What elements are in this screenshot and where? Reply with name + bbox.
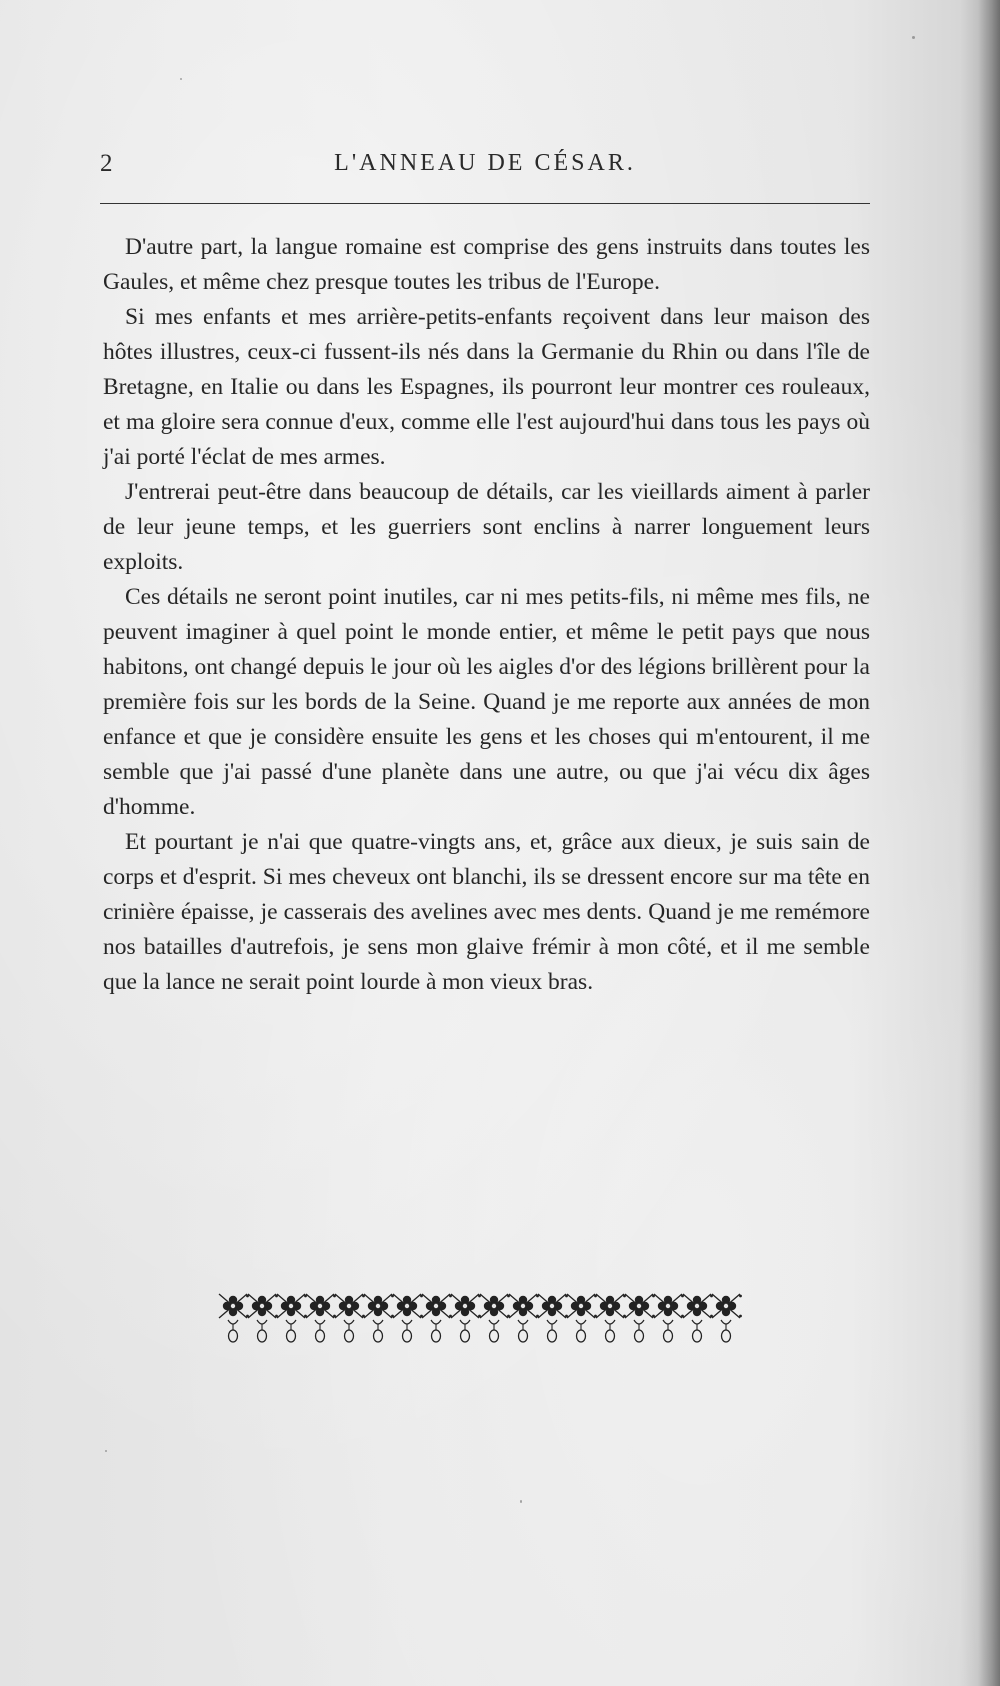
ornament-motif — [364, 1294, 394, 1342]
decorative-ornament-icon — [218, 1288, 758, 1348]
ornament-motif — [596, 1294, 626, 1342]
running-header — [100, 150, 870, 190]
ornament-motif — [712, 1294, 742, 1342]
paper-speck — [180, 78, 182, 80]
ornament-motif — [248, 1294, 278, 1342]
paragraph-3: J'entrerai peut-être dans beaucoup de détails, car les vieillards aiment à parler de leur jeune temps, et les guerriers sont enclins à narrer longuement leurs exploits. — [103, 479, 870, 575]
ornament-motif — [683, 1294, 713, 1342]
running-title: L'ANNEAU DE CÉSAR. — [334, 150, 636, 176]
ornament-motif — [451, 1294, 481, 1342]
paragraph-4: Ces détails ne seront point inutiles, car ni mes petits-fils, ni même mes fils, ne peuvent imaginer à quel point le monde entier, et même le petit pays que nous habitons, ont changé depuis le jour où les aigles d'or des légions brillèrent pour la première fois sur les bords de la Seine. Quand je me reporte aux années de mon enfance et que je considère ensuite les gens et les choses qui m'entourent, il me semble que j'ai passé d'une planète dans une autre, ou que j'ai vécu dix âges d'homme. — [103, 584, 870, 820]
ornament-motif — [277, 1294, 307, 1342]
paper-speck — [520, 1500, 522, 1503]
paper-speck — [105, 1450, 107, 1452]
paragraph-2: Si mes enfants et mes arrière-petits-enfants reçoivent dans leur maison des hôtes illustres, ceux-ci fussent-ils nés dans la Germanie du Rhin ou dans l'île de Bretagne, en Italie ou dans les Espagnes, ils pourront leur montrer ces rouleaux, et ma gloire sera connue d'eux, comme elle l'est aujourd'hui dans tous les pays où j'ai porté l'éclat de mes armes. — [103, 304, 870, 470]
ornament-motif — [422, 1294, 452, 1342]
ornament-motif — [393, 1294, 423, 1342]
ornament-motif — [306, 1294, 336, 1342]
ornament-motif — [509, 1294, 539, 1342]
ornament-motif — [654, 1294, 684, 1342]
ornament-motif — [219, 1294, 249, 1342]
body-text — [103, 230, 870, 1000]
ornament-motif — [538, 1294, 568, 1342]
paragraph-5: Et pourtant je n'ai que quatre-vingts ans, et, grâce aux dieux, je suis sain de corps et d'esprit. Si mes cheveux ont blanchi, ils se dressent encore sur ma tête en crinière épaisse, je casserais des avelines avec mes dents. Quand je me remémore nos batailles d'autrefois, je sens mon glaive frémir à mon côté, et il me semble que la lance ne serait point lourde à mon vieux bras. — [103, 829, 870, 995]
paper-speck — [912, 36, 915, 39]
ornament-motif — [625, 1294, 655, 1342]
page-number: 2 — [100, 150, 113, 177]
header-rule — [100, 203, 870, 204]
ornament-motif — [567, 1294, 597, 1342]
ornament-motif — [480, 1294, 510, 1342]
paragraph-1: D'autre part, la langue romaine est comprise des gens instruits dans toutes les Gaules, et même chez presque toutes les tribus de l'Europe. — [103, 234, 870, 295]
page-edge-shadow — [978, 0, 1000, 1686]
ornament-motif — [335, 1294, 365, 1342]
